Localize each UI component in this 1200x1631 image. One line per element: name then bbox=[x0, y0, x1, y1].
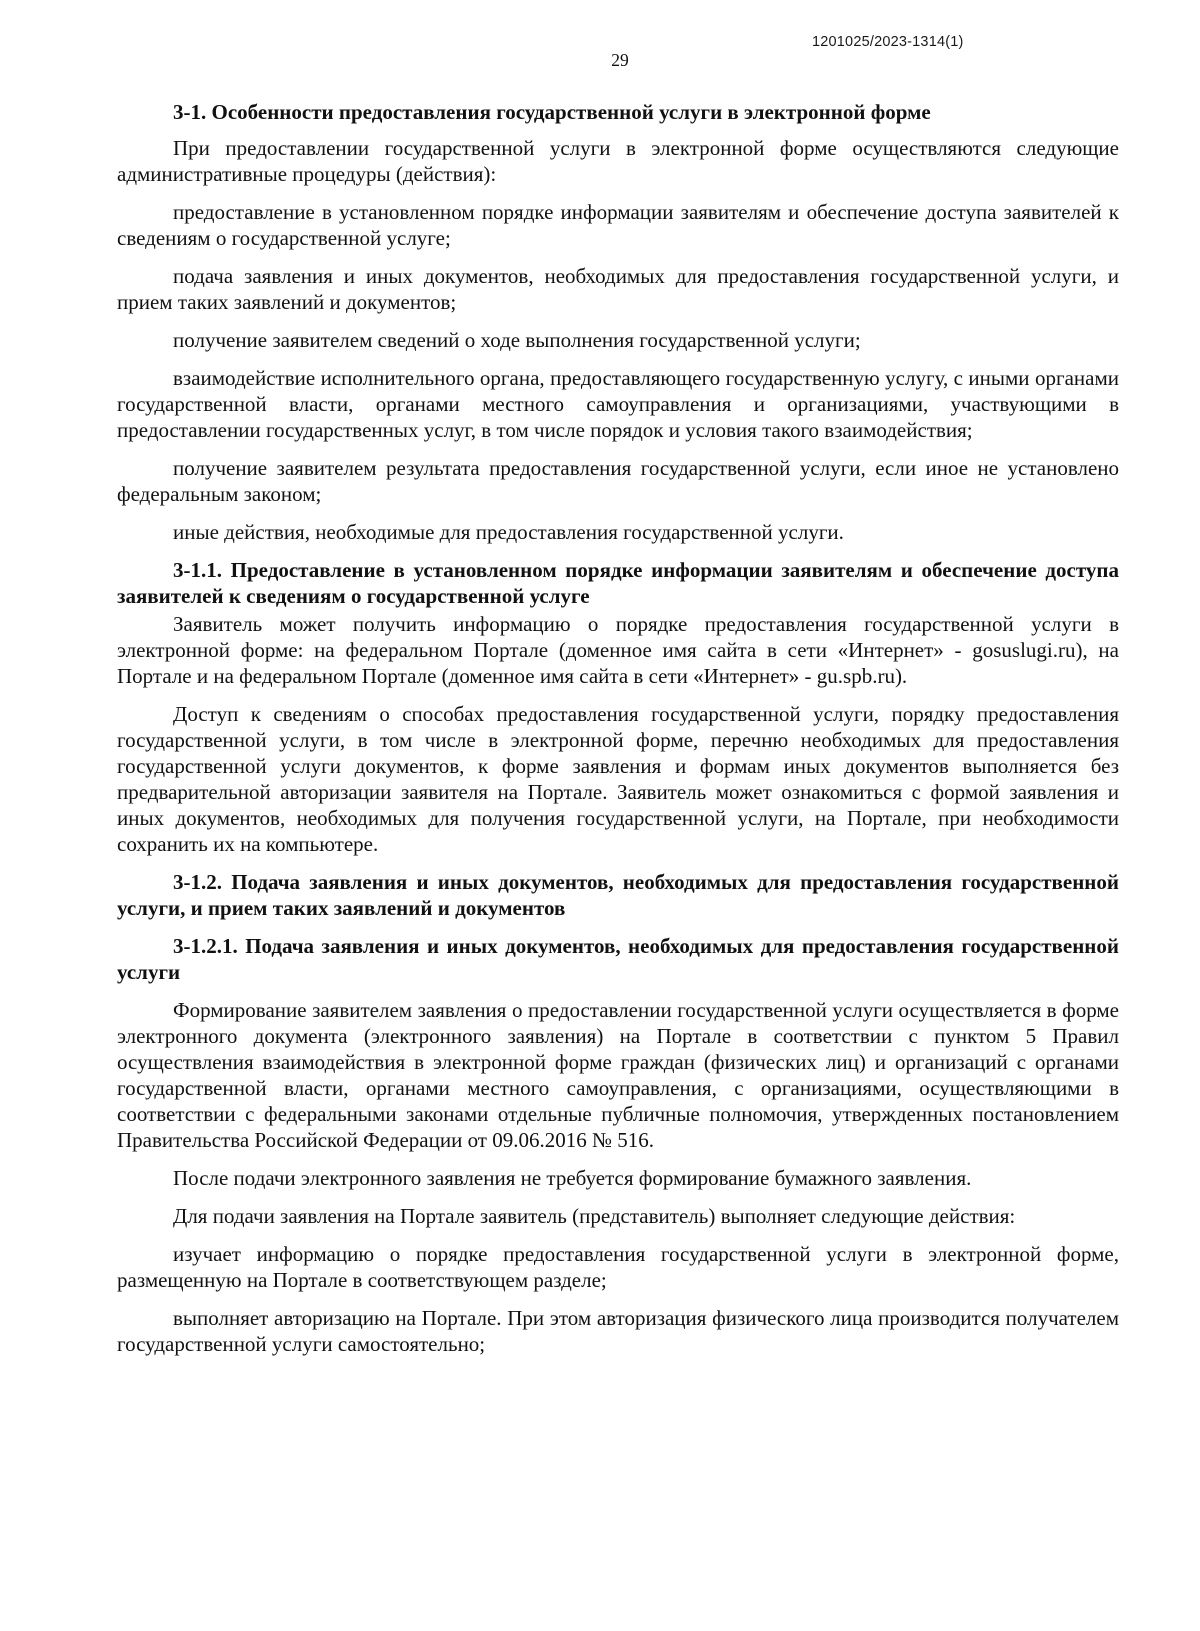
procedure-item: получение заявителем результата предоставления государственной услуги, если иное не установлено федеральным законом; bbox=[117, 456, 1119, 506]
paragraph: Для подачи заявления на Портале заявитель (представитель) выполняет следующие действия: bbox=[173, 1204, 1016, 1228]
paragraph: После подачи электронного заявления не требуется формирование бумажного заявления. bbox=[173, 1166, 972, 1190]
paragraph: Доступ к сведениям о способах предоставления государственной услуги, порядку предоставления государственной услуги, в том числе в электронной форме, перечню необходимых для предоставления государственной услуги документов, к форме заявления и формам иных документов выполняется без предварительной авторизации заявителя на Портале. Заявитель может ознакомиться с формой заявления и иных документов, необходимых для получения государственной услуги, на Портале, при необходимости сохранить их на компьютере. bbox=[117, 702, 1119, 856]
procedure-item: подача заявления и иных документов, необходимых для предоставления государственной услуги, и прием таких заявлений и документов; bbox=[117, 264, 1119, 314]
subsection-title-3-1-2: 3-1.2. Подача заявления и иных документов, необходимых для предоставления государственной услуги, и прием таких заявлений и документов bbox=[117, 870, 1119, 920]
subsection-title-3-1-1: 3-1.1. Предоставление в установленном порядке информации заявителям и обеспечение доступа заявителей к сведениям о государственной услуге bbox=[117, 558, 1119, 608]
page-number: 29 bbox=[611, 50, 629, 70]
document-body bbox=[117, 99, 1119, 1369]
procedure-item: получение заявителем сведений о ходе выполнения государственной услуги; bbox=[173, 328, 861, 352]
action-item: изучает информацию о порядке предоставления государственной услуги в электронной форме, размещенную на Портале в соответствующем разделе; bbox=[117, 1242, 1119, 1292]
paragraph: Заявитель может получить информацию о порядке предоставления государственной услуги в электронной форме: на федеральном Портале (доменное имя сайта в сети «Интернет» - gosuslugi.ru), на Портале и на федеральном Портале (доменное имя сайта в сети «Интернет» - gu.spb.ru). bbox=[117, 612, 1119, 688]
section-title: 3-1. Особенности предоставления государственной услуги в электронной форме bbox=[173, 100, 931, 124]
action-item: выполняет авторизацию на Портале. При этом авторизация физического лица производится получателем государственной услуги самостоятельно; bbox=[117, 1306, 1119, 1356]
intro-paragraph: При предоставлении государственной услуги в электронной форме осуществляются следующие административные процедуры (действия): bbox=[117, 136, 1119, 186]
paragraph: Формирование заявителем заявления о предоставлении государственной услуги осуществляется в форме электронного документа (электронного заявления) на Портале в соответствии с пунктом 5 Правил осуществления взаимодействия в электронной форме граждан (физических лиц) и организаций с органами государственной власти, органами местного самоуправления, с организациями, осуществляющими в соответствии с федеральными законами отдельные публичные полномочия, утвержденных постановлением Правительства Российской Федерации от 09.06.2016 № 516. bbox=[117, 998, 1119, 1152]
procedure-item: взаимодействие исполнительного органа, предоставляющего государственную услугу, с иными органами государственной власти, органами местного самоуправления и организациями, участвующими в предоставлении государственных услуг, в том числе порядок и условия такого взаимодействия; bbox=[117, 366, 1119, 442]
document-id: 1201025/2023-1314(1) bbox=[812, 34, 964, 50]
procedure-item: предоставление в установленном порядке информации заявителям и обеспечение доступа заявителей к сведениям о государственной услуге; bbox=[117, 200, 1119, 250]
procedure-item: иные действия, необходимые для предоставления государственной услуги. bbox=[173, 520, 844, 544]
subsection-title-3-1-2-1: 3-1.2.1. Подача заявления и иных документов, необходимых для предоставления государственной услуги bbox=[117, 934, 1119, 984]
